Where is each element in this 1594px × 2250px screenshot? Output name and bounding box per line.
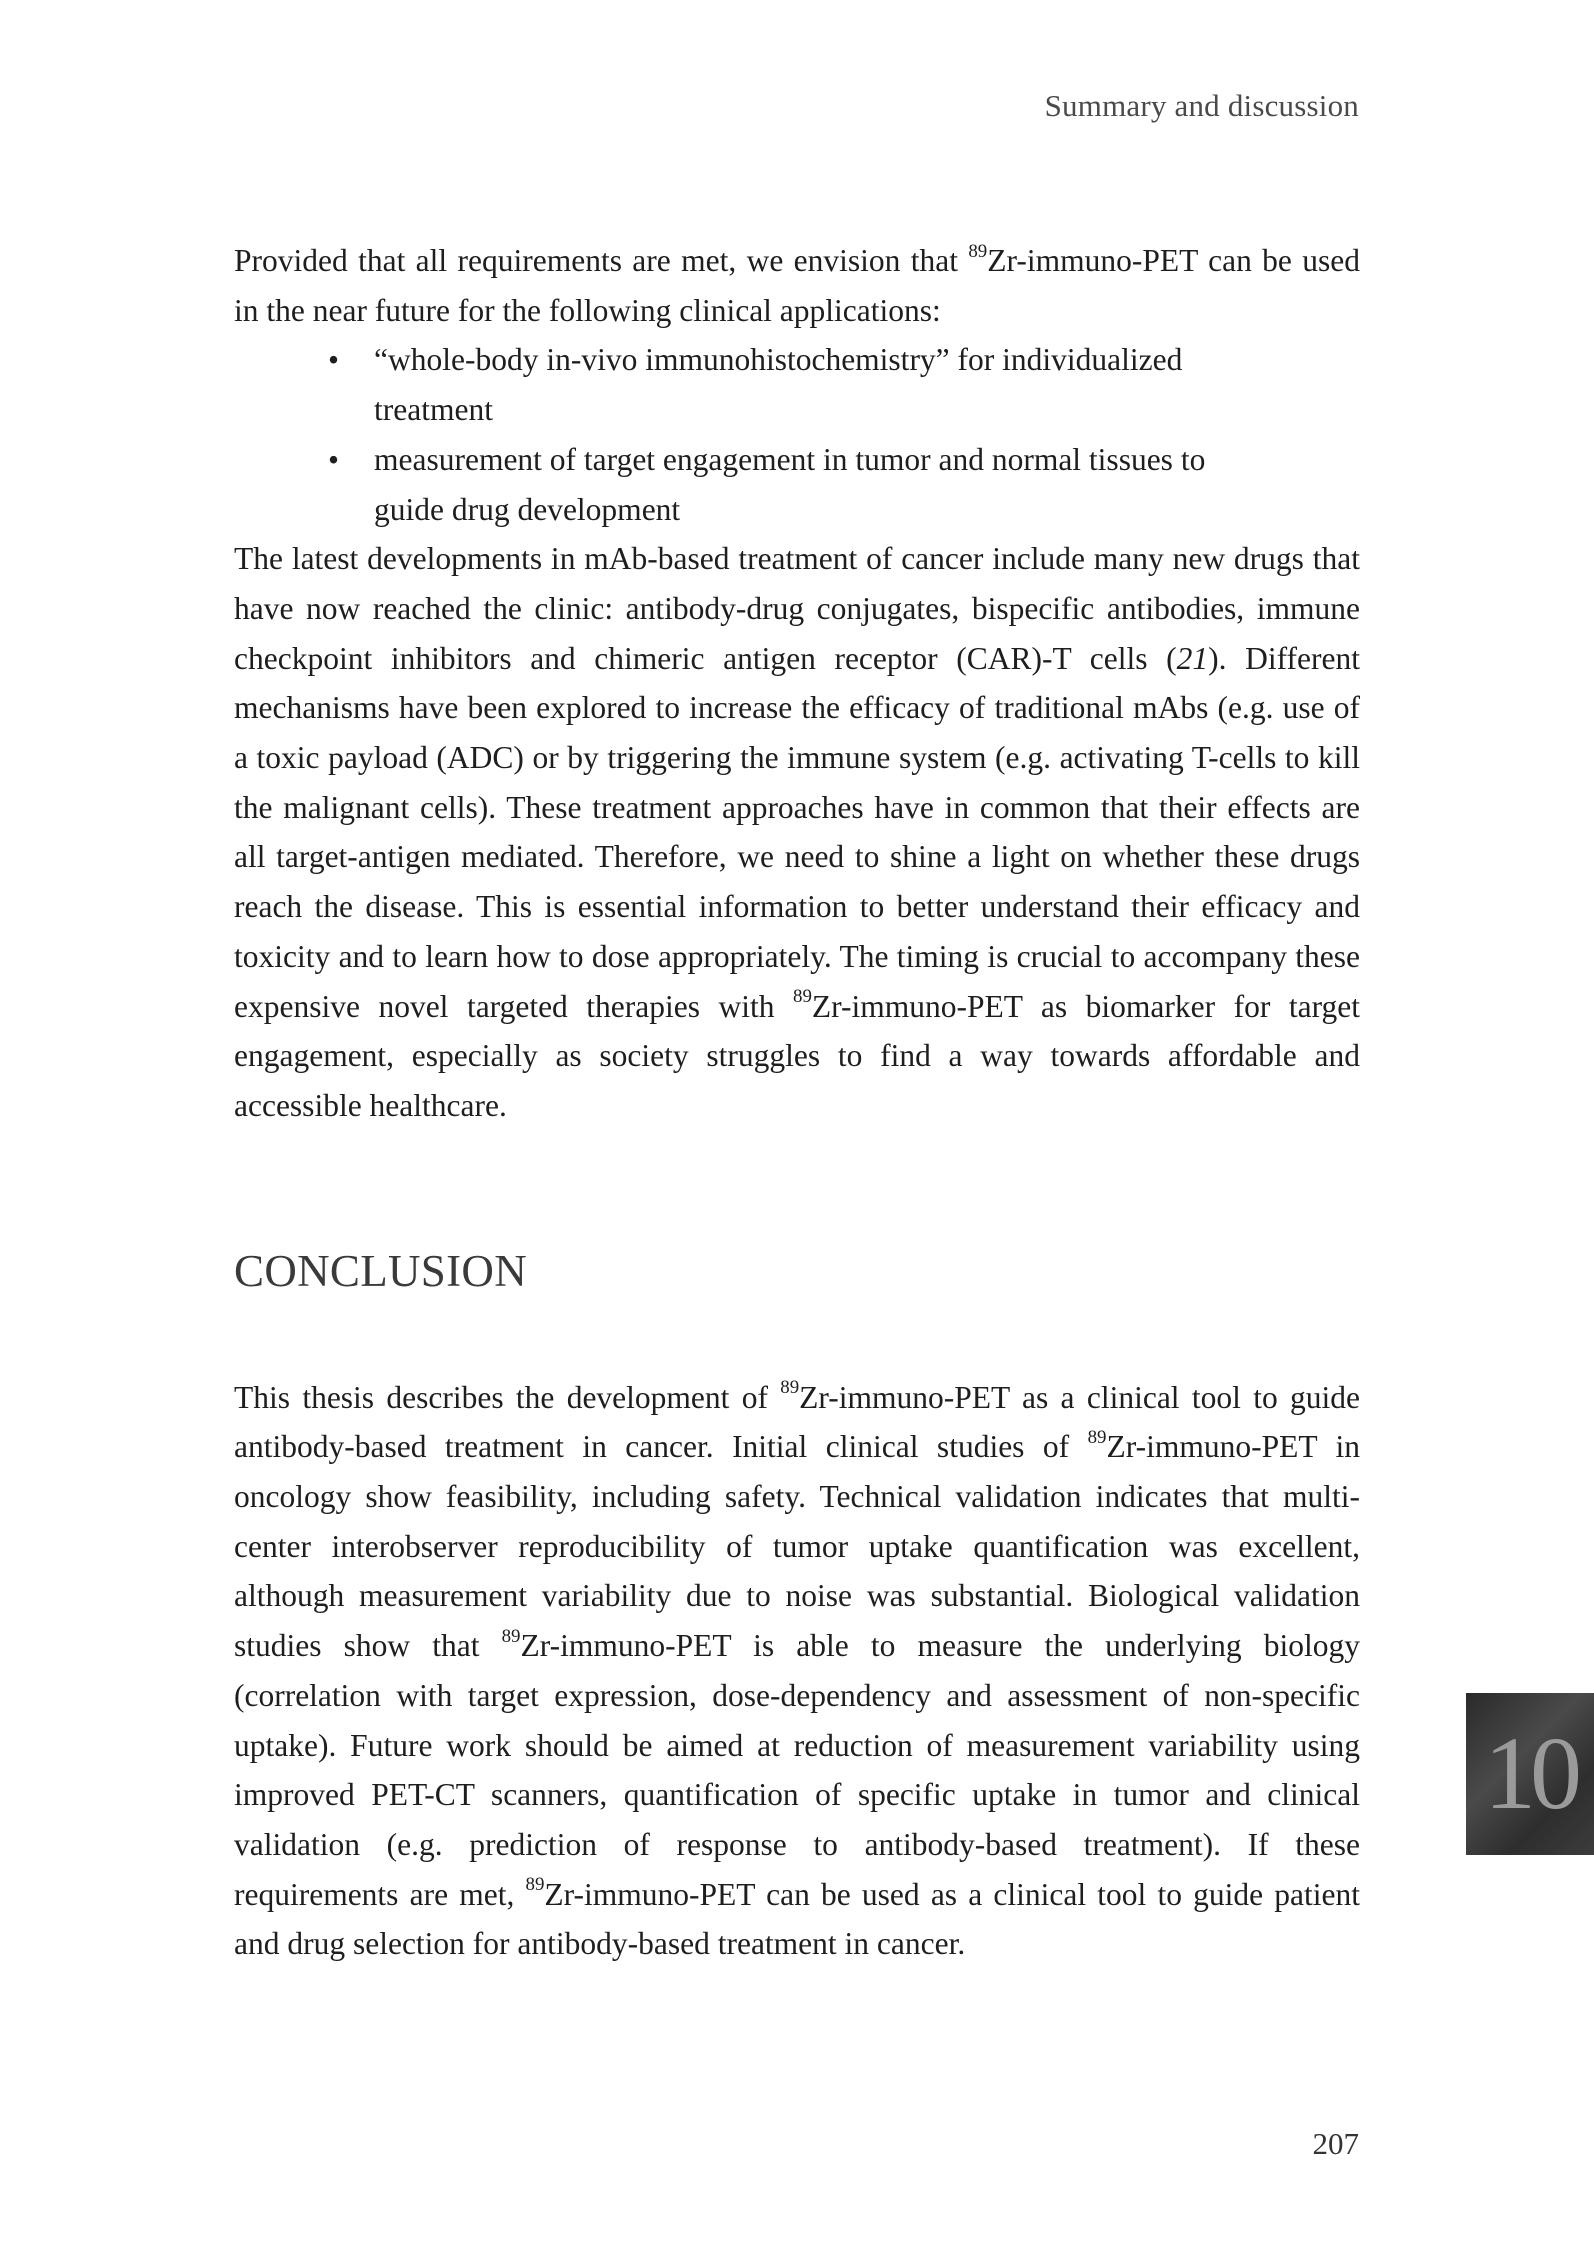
section-title: CONCLUSION <box>234 1245 528 1296</box>
body-text: Zr-immuno-PET can be used as a clinical tool to guide patient and drug selection for antibody-based treatment in cancer. <box>234 1876 1361 1962</box>
body-paragraph <box>234 534 1360 1130</box>
citation-ref: 21 <box>1176 640 1209 676</box>
superscript: 89 <box>793 986 812 1008</box>
chapter-tab <box>1466 1693 1594 1855</box>
body-text: Zr-immuno-PET is able to measure the underlying biology (correlation with target expression, dose-dependency and assessment of non-specific uptake). Future work should be aimed at reduction of measurement variability using improved PET-CT scanners, quantification of specific uptake in tumor and clinical validation (e.g. prediction of response to antibody-based treatment). If these requirements are met, <box>234 1628 1360 1912</box>
body-text: Zr-immuno-PET as a clinical tool to guide antibody-based treatment in cancer. Initial clinical studies of <box>234 1379 1360 1465</box>
conclusion-paragraph <box>234 1373 1360 1969</box>
superscript: 89 <box>501 1625 521 1647</box>
running-head: Summary and discussion <box>1044 88 1359 123</box>
body-text: This thesis describes the development of <box>234 1379 781 1415</box>
body-text: Zr-immuno-PET as biomarker for target engagement, especially as society struggles to find a way towards affordable and accessible healthcare. <box>234 988 1360 1123</box>
body-text: ). Different mechanisms have been explored to increase the efficacy of traditional mAbs (e.g. use of a toxic payload (ADC) or by triggering the immune system (e.g. activating T-cells to kill the malignant cells). These treatment approaches have in common that their effects are all target-antigen mediated. Therefore, we need to shine a light on whether these drugs reach the disease. This is essential information to better understand their efficacy and toxicity and to learn how to dose appropriately. The timing is crucial to accompany these expensive novel targeted therapies with <box>234 640 1360 1024</box>
intro-text: Zr-immuno-PET can be used in the near future for the following clinical applications: <box>234 243 1360 328</box>
bullet-list <box>234 335 1274 534</box>
body-text: The latest developments in mAb-based treatment of cancer include many new drugs that have now reached the clinic: antibody-drug conjugates, bispecific antibodies, immune checkpoint inhibitors and chimeric antigen receptor (CAR)-T cells ( <box>234 541 1360 676</box>
bullet-item: • “whole-body in-vivo immunohistochemistry” for individualized treatment <box>374 335 1274 434</box>
superscript: 89 <box>968 240 988 262</box>
chapter-number: 10 <box>1484 1716 1576 1831</box>
body-text: Zr-immuno-PET in oncology show feasibility, including safety. Technical validation indicates that multi-center interobserver reproducibility of tumor uptake quantification was excellent, although measurement variability due to noise was substantial. Biological validation studies show that <box>234 1429 1360 1664</box>
superscript: 89 <box>1087 1427 1107 1449</box>
intro-text: Provided that all requirements are met, we envision that <box>234 243 969 278</box>
intro-paragraph <box>234 236 1360 335</box>
page-number: 207 <box>1312 2126 1359 2161</box>
superscript: 89 <box>780 1377 800 1399</box>
page-content <box>234 236 1360 1969</box>
bullet-item: • measurement of target engagement in tumor and normal tissues to guide drug development <box>374 435 1274 534</box>
superscript: 89 <box>525 1874 545 1896</box>
